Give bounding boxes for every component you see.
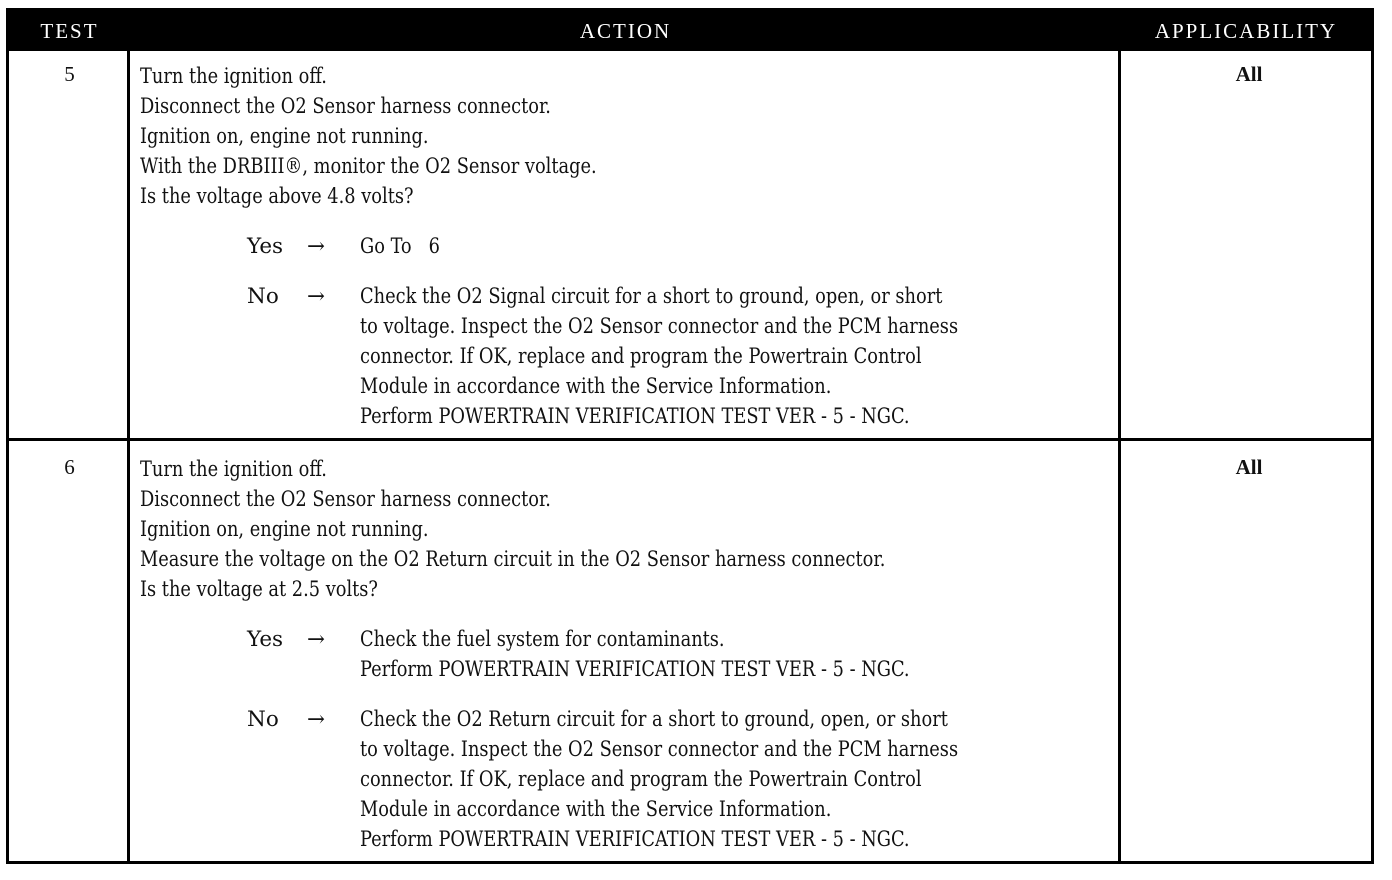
answer-label: No <box>247 284 279 309</box>
step-line: Turn the ignition off. <box>140 457 327 482</box>
answer-result <box>360 282 1114 432</box>
test-number: 6 <box>64 455 75 479</box>
applicability-cell: All <box>1235 455 1263 479</box>
answer-label: Yes <box>247 627 284 652</box>
step-list <box>140 455 1042 605</box>
result-line: Go To 6 <box>360 234 440 259</box>
step-line: Disconnect the O2 Sensor harness connector. <box>140 94 551 119</box>
result-line: Perform POWERTRAIN VERIFICATION TEST VER - 5 - NGC. <box>360 657 910 682</box>
answer-label: Yes <box>247 234 284 259</box>
arrow-icon: → <box>307 284 326 309</box>
result-line: Perform POWERTRAIN VERIFICATION TEST VER - 5 - NGC. <box>360 404 910 429</box>
test-number: 5 <box>64 62 75 86</box>
arrow-icon: → <box>307 707 326 732</box>
header-test: TEST <box>40 19 99 43</box>
answer-result <box>360 705 1114 855</box>
arrow-icon: → <box>307 627 326 652</box>
result-line: Check the O2 Signal circuit for a short to ground, open, or short <box>360 284 943 309</box>
header-action: ACTION <box>579 19 672 43</box>
result-line: to voltage. Inspect the O2 Sensor connector and the PCM harness <box>360 737 959 762</box>
step-list <box>140 62 1042 212</box>
table-row <box>9 51 1371 438</box>
table-row <box>9 441 1371 861</box>
action-cell <box>140 455 1120 852</box>
answer-label: No <box>247 707 279 732</box>
applicability-cell: All <box>1235 62 1263 86</box>
step-line: Ignition on, engine not running. <box>140 124 429 149</box>
answer-result <box>360 232 1120 262</box>
step-line: With the DRBIII®, monitor the O2 Sensor voltage. <box>140 154 597 179</box>
result-line: connector. If OK, replace and program the Powertrain Control <box>360 344 922 369</box>
result-line: connector. If OK, replace and program the Powertrain Control <box>360 767 922 792</box>
result-line: Perform POWERTRAIN VERIFICATION TEST VER - 5 - NGC. <box>360 827 910 852</box>
diagnostic-table <box>6 8 1374 864</box>
table-header <box>9 11 1371 51</box>
result-line: to voltage. Inspect the O2 Sensor connector and the PCM harness <box>360 314 959 339</box>
step-line: Measure the voltage on the O2 Return circuit in the O2 Sensor harness connector. <box>140 547 886 572</box>
step-line: Is the voltage above 4.8 volts? <box>140 184 414 209</box>
arrow-icon: → <box>307 234 326 259</box>
action-cell <box>140 62 1120 429</box>
step-line: Is the voltage at 2.5 volts? <box>140 577 378 602</box>
step-line: Ignition on, engine not running. <box>140 517 429 542</box>
result-line: Module in accordance with the Service Information. <box>360 797 832 822</box>
answer-result <box>360 625 1114 685</box>
result-line: Check the O2 Return circuit for a short to ground, open, or short <box>360 707 948 732</box>
step-line: Disconnect the O2 Sensor harness connector. <box>140 487 551 512</box>
result-line: Module in accordance with the Service Information. <box>360 374 832 399</box>
header-applicability: APPLICABILITY <box>1154 19 1338 43</box>
step-line: Turn the ignition off. <box>140 64 327 89</box>
result-line: Check the fuel system for contaminants. <box>360 627 725 652</box>
